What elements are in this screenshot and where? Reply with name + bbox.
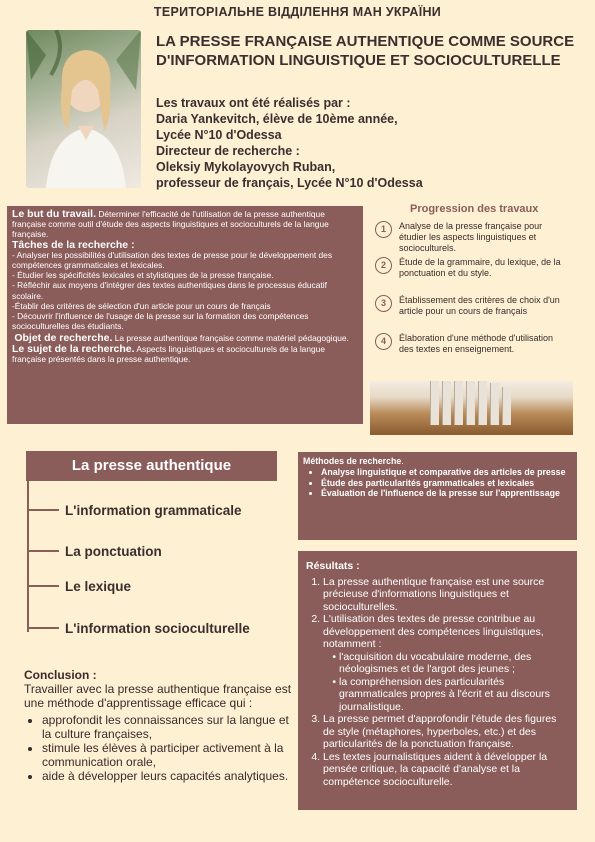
authors-line: Oleksiy Mykolayovych Ruban, <box>156 160 336 174</box>
step-text: Établissement des critères de choix d'un article pour un cours de français <box>399 295 560 316</box>
subject-text: Aspects linguistiques et socioculturels de la langue française présentés dans la presse authentique. <box>12 343 325 364</box>
result-item: 3. La presse permet d'approfondir l'étude des figures de style (métaphores, hyperboles, etc.) et des particularités de la ponctuation française. <box>323 713 570 751</box>
press-authentic-heading: La presse authentique <box>26 451 277 481</box>
subject-label: Le sujet de la recherche. <box>12 342 135 355</box>
methods-label: Méthodes de recherche <box>303 456 402 466</box>
result-item-text: L'utilisation des textes de presse contribue au développement des compétences linguistiques, notamment : <box>323 613 544 650</box>
progression-title: Progression des travaux <box>410 203 539 215</box>
tree-branch-label: L'information socioculturelle <box>65 620 250 636</box>
tree-branch-label: La ponctuation <box>65 543 162 559</box>
result-subitem: • l'acquisition du vocabulaire moderne, des néologismes et de l'argot des jeunes ; <box>339 651 570 676</box>
conclusion-label: Conclusion : <box>24 668 97 682</box>
method-item: • Analyse linguistique et comparative des articles de presse <box>321 467 572 478</box>
poster-title: LA PRESSE FRANÇAISE AUTHENTIQUE COMME SOURCE D'INFORMATION LINGUISTIQUE ET SOCIOCULTURELLE <box>156 33 575 69</box>
result-item <box>323 613 570 713</box>
tree-branch-label: Le lexique <box>65 578 132 594</box>
tree-branch <box>29 501 242 519</box>
step-number: 3 <box>375 295 392 312</box>
step-text: Analyse de la presse française pour étudier les aspects linguistiques et socioculturels. <box>399 221 543 253</box>
author-photo <box>26 30 141 188</box>
goal-label: Le but du travail. <box>12 208 97 220</box>
conclusion-section <box>24 668 294 784</box>
methods-panel: Méthodes de recherche. • Analyse linguistique et comparative des articles de presse • Étude des particularités grammaticales et lexicales • Évaluation de l'influence de la presse sur l'apprentissage <box>298 452 577 540</box>
progression-step <box>375 333 565 355</box>
step-text: Élaboration d'une méthode d'utilisation des textes en enseignement. <box>399 333 554 354</box>
tree-branch <box>29 619 250 637</box>
progression-step <box>375 257 565 279</box>
tree-branch-label: L'information grammaticale <box>65 502 242 518</box>
task-item: - Analyser les possibilités d'utilisation des textes de presse pour le développement des compétences grammaticales et lexicales. <box>12 249 333 271</box>
progression-step <box>375 295 565 317</box>
authors-line: Lycée N°10 d'Odessa <box>156 128 282 142</box>
research-overview-panel <box>7 206 363 424</box>
result-subitem: • la compréhension des particularités grammaticales propres à l'écrit et au discours journalistique. <box>339 676 570 714</box>
goal-text: Déterminer l'efficacité de l'utilisation de la presse authentique française comme outil d'étude des aspects linguistiques et socioculturels de la langue française. <box>12 209 329 240</box>
task-item: - Étudier les spécificités lexicales et stylistiques de la presse française. <box>12 270 274 281</box>
object-text: La presse authentique française comme matériel pédagogique. <box>112 333 349 344</box>
result-item: 1. La presse authentique française est une source précieuse d'informations linguistiques et socioculturelles. <box>323 576 570 614</box>
authors-line: Directeur de recherche : <box>156 144 300 158</box>
results-panel <box>298 551 577 810</box>
newspaper-basket-image <box>370 381 573 435</box>
progression-step <box>375 221 565 253</box>
method-item: • Étude des particularités grammaticales et lexicales <box>321 478 572 489</box>
object-label: Objet de recherche. <box>14 332 113 345</box>
step-number: 4 <box>375 333 392 350</box>
conclusion-point: • stimule les élèves à participer activement à la communication orale, <box>42 741 294 769</box>
step-text: Étude de la grammaire, du lexique, de la ponctuation et du style. <box>399 257 561 278</box>
authors-line: professeur de français, Lycée N°10 d'Odessa <box>156 176 423 190</box>
tree-branch <box>29 577 131 595</box>
organization-header: ТЕРИТОРІАЛЬНЕ ВІДДІЛЕННЯ МАН УКРАЇНИ <box>153 5 442 19</box>
authors-line: Daria Yankevitch, élève de 10ème année, <box>156 112 398 126</box>
task-item: -Établir des critères de sélection d'un article pour un cours de français <box>12 300 271 311</box>
authors-block <box>156 95 576 191</box>
results-label: Résultats : <box>306 560 360 572</box>
conclusion-intro: Travailler avec la presse authentique française est une méthode d'apprentissage efficace qui : <box>24 682 292 711</box>
tree-branch <box>29 542 162 560</box>
result-item: 4. Les textes journalistiques aident à développer la pensée critique, la capacité d'analyse et la compétence socioculturelle. <box>323 751 570 789</box>
task-item: - Réfléchir aux moyens d'intégrer des textes authentiques dans le processus éducatif scolaire. <box>12 280 327 301</box>
method-item: • Évaluation de l'influence de la presse sur l'apprentissage <box>321 488 572 499</box>
step-number: 1 <box>375 221 392 238</box>
conclusion-point: • aide à développer leurs capacités analytiques. <box>42 769 294 783</box>
authors-line: Les travaux ont été réalisés par : <box>156 96 351 110</box>
tasks-label: Tâches de la recherche : <box>12 238 135 251</box>
task-item: - Découvrir l'influence de l'usage de la presse sur la formation des compétences socioculturelles des étudiants. <box>12 311 309 332</box>
conclusion-point: • approfondit les connaissances sur la langue et la culture françaises, <box>42 713 294 741</box>
step-number: 2 <box>375 257 392 274</box>
